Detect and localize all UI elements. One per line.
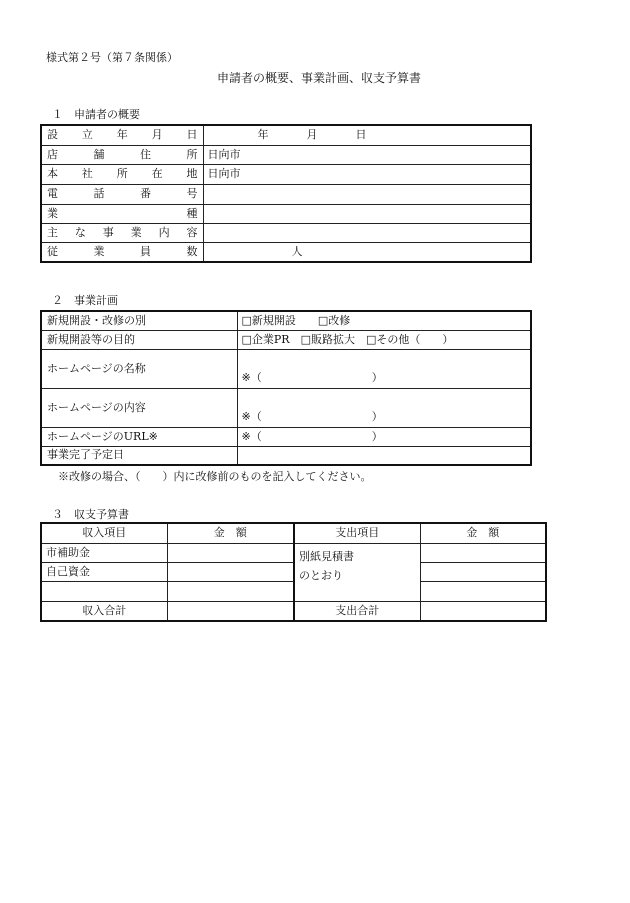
- label-char: 話: [93, 187, 105, 200]
- table-row: [41, 562, 546, 581]
- label-char: 月: [151, 128, 163, 142]
- label-char: 数: [186, 244, 198, 258]
- expense-amount[interactable]: [420, 562, 546, 581]
- date-part: 月: [306, 128, 318, 142]
- plan-label: 事業完了予定日: [41, 446, 237, 465]
- label-char: 業: [47, 206, 58, 220]
- section1-heading: １ 申請者の概要: [52, 108, 140, 121]
- plan-value-text: □企業PR □販路拡大 □その他（ ）: [241, 332, 454, 346]
- label-char: 業: [130, 225, 142, 239]
- plan-value[interactable]: [237, 311, 531, 330]
- label-char: 在: [151, 167, 163, 180]
- plan-value-text: ※（ ）: [241, 429, 383, 443]
- income-amount[interactable]: [167, 562, 294, 581]
- section2-heading: ２ 事業計画: [52, 294, 118, 307]
- label-char: 主: [47, 225, 58, 239]
- label-char: 員: [140, 244, 151, 258]
- label-char: 舗: [93, 147, 105, 161]
- label-char: 本: [47, 167, 58, 180]
- income-total-label: 収入合計: [41, 601, 167, 621]
- expense-note-line1: 別紙見積書: [299, 549, 354, 563]
- income-item-header: 収入項目: [41, 523, 167, 543]
- label-char: な: [74, 225, 86, 239]
- overview-value[interactable]: [203, 125, 531, 145]
- budget-header-row: [41, 523, 546, 543]
- label-char: 年: [116, 128, 128, 142]
- table-row: [41, 164, 531, 184]
- plan-label: 新規開設等の目的: [41, 330, 237, 349]
- label-char: 所: [186, 147, 198, 161]
- plan-value-text: ※（ ）: [241, 409, 383, 423]
- overview-label: [41, 164, 203, 184]
- table-row: [41, 125, 531, 145]
- overview-label: [41, 184, 203, 204]
- date-part: 年: [257, 128, 269, 142]
- label-char: 電: [47, 187, 58, 200]
- plan-label: 新規開設・改修の別: [41, 311, 237, 330]
- label-char: 業: [93, 244, 105, 258]
- table-row: [41, 311, 531, 330]
- expense-note-line2: のとおり: [299, 568, 343, 582]
- revision-note: ※改修の場合、（ ）内に改修前のものを記入してください。: [58, 470, 372, 483]
- label-char: 事: [102, 225, 114, 239]
- overview-value[interactable]: [203, 242, 531, 262]
- expense-item-header: 支出項目: [294, 523, 420, 543]
- income-amount-header: 金 額: [167, 523, 294, 543]
- table-row: [41, 543, 546, 562]
- plan-value-text: □新規開設 □改修: [241, 313, 351, 327]
- income-total-amount[interactable]: [167, 601, 294, 621]
- label-char: 設: [47, 128, 58, 142]
- overview-label: [41, 145, 203, 164]
- overview-label: [41, 125, 203, 145]
- income-item: 自己資金: [41, 562, 167, 581]
- expense-amount-header: 金 額: [420, 523, 546, 543]
- overview-label: [41, 223, 203, 242]
- overview-value[interactable]: [203, 164, 531, 184]
- overview-label: [41, 204, 203, 223]
- table-row: [41, 223, 531, 242]
- plan-label: ホームページのURL※: [41, 427, 237, 446]
- label-char: 日: [186, 128, 198, 142]
- budget-table: [40, 522, 547, 622]
- label-char: 従: [47, 244, 58, 258]
- table-row: [41, 242, 531, 262]
- label-char: 社: [81, 167, 93, 180]
- overview-value[interactable]: [203, 184, 531, 204]
- section3-heading: ３ 収支予算書: [52, 508, 129, 521]
- expense-total-amount[interactable]: [420, 601, 546, 621]
- label-char: 店: [47, 147, 58, 161]
- label-char: 内: [158, 225, 170, 239]
- budget-total-row: [41, 601, 546, 621]
- table-row: [41, 204, 531, 223]
- income-amount[interactable]: [167, 543, 294, 562]
- table-row: [41, 446, 531, 465]
- document-title: 申請者の概要、事業計画、収支予算書: [217, 71, 422, 85]
- business-plan-table: [40, 310, 532, 466]
- overview-value-text: 日向市: [207, 167, 241, 180]
- income-item: [41, 581, 167, 601]
- table-row: [41, 145, 531, 164]
- label-char: 号: [186, 187, 198, 200]
- income-item: 市補助金: [41, 543, 167, 562]
- expense-amount[interactable]: [420, 543, 546, 562]
- overview-value[interactable]: [203, 223, 531, 242]
- overview-value[interactable]: [203, 204, 531, 223]
- label-char: 番: [140, 187, 151, 200]
- expense-item-cell: [294, 543, 420, 601]
- expense-amount[interactable]: [420, 581, 546, 601]
- plan-value[interactable]: [237, 349, 531, 388]
- plan-value[interactable]: [237, 427, 531, 446]
- overview-label: [41, 242, 203, 262]
- table-row: [41, 330, 531, 349]
- form-number: 様式第２号（第７条関係）: [46, 51, 178, 64]
- label-char: 容: [186, 225, 198, 239]
- overview-value[interactable]: [203, 145, 531, 164]
- table-row: [41, 427, 531, 446]
- applicant-overview-table: [40, 124, 532, 263]
- table-row: [41, 581, 546, 601]
- plan-label: ホームページの名称: [41, 349, 237, 388]
- plan-value[interactable]: [237, 446, 531, 465]
- overview-value-text: 日向市: [207, 147, 241, 161]
- table-row: [41, 349, 531, 388]
- table-row: [41, 184, 531, 204]
- label-char: 地: [186, 167, 198, 180]
- date-part: 日: [355, 128, 367, 142]
- label-char: 立: [81, 128, 93, 142]
- label-char: 種: [186, 206, 198, 220]
- plan-value[interactable]: [237, 388, 531, 427]
- income-amount[interactable]: [167, 581, 294, 601]
- label-char: 住: [140, 147, 151, 161]
- overview-value-text: 人: [291, 244, 303, 258]
- label-char: 所: [116, 167, 128, 180]
- table-row: [41, 388, 531, 427]
- plan-value-text: ※（ ）: [241, 370, 383, 384]
- expense-total-label: 支出合計: [294, 601, 420, 621]
- plan-label: ホームページの内容: [41, 388, 237, 427]
- plan-value[interactable]: [237, 330, 531, 349]
